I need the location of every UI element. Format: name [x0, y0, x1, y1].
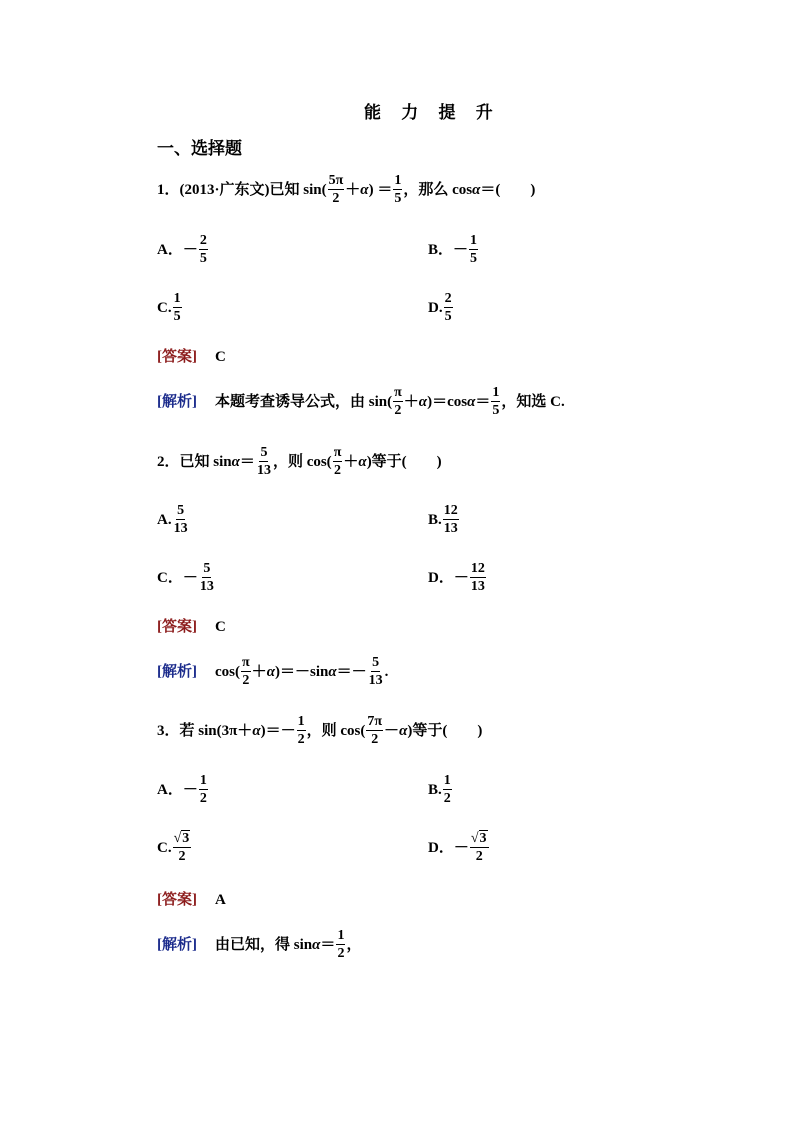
- q3-analysis: [解析] 由已知，得 sinα＝ $\frac{1}{2}$ ，: [157, 928, 362, 961]
- answer-label: [答案]: [157, 349, 197, 365]
- q3-option-b: B. $\frac{1}{2}$: [428, 773, 451, 806]
- analysis-label: [解析]: [157, 936, 197, 953]
- q2-option-c: C．－ $\frac{5}{13}$: [157, 561, 214, 594]
- q1-analysis: [解析] 本题考查诱导公式，由 sin( $\frac{\pi}{2}$ ＋α)＝cosα＝ $\frac{1}{5}$ ，知选 C.: [157, 385, 565, 418]
- q2-option-a: A. $\frac{5}{13}$: [157, 503, 188, 536]
- question-1: 1．(2013·广东文)已知 sin( $\frac{5\pi}{2}$ ＋α) ＝ $\frac{1}{5}$ ，那么 cosα＝( ): [157, 173, 536, 206]
- sqrt-sign: √: [470, 831, 479, 846]
- q2-option-d: D．－ $\frac{12}{13}$: [428, 561, 485, 594]
- q3-option-c: C. $\frac{√3}{2}$: [157, 831, 190, 864]
- analysis-label: [解析]: [157, 393, 197, 410]
- q3-answer: [答案] A: [157, 892, 226, 908]
- page-title: 能 力 提 升: [364, 103, 501, 122]
- q3-option-a: A．－ $\frac{1}{2}$: [157, 773, 207, 806]
- fraction: $\frac{1}{5}$: [394, 173, 402, 206]
- q1-option-a: A．－ $\frac{2}{5}$: [157, 233, 207, 266]
- question-2: 2．已知 sinα＝ $\frac{5}{13}$ ，则 cos( $\frac{\pi}{2}$ ＋α)等于( ): [157, 445, 442, 478]
- fraction: $\frac{5\pi}{2}$: [328, 173, 344, 206]
- section-heading: 一、选择题: [157, 139, 242, 158]
- question-3: 3．若 sin(3π＋α)＝－ $\frac{1}{2}$ ，则 cos( $\frac{7\pi}{2}$ －α)等于( ): [157, 714, 483, 747]
- q1-option-c: C. $\frac{1}{5}$: [157, 291, 181, 324]
- answer-label: [答案]: [157, 619, 197, 635]
- answer-label: [答案]: [157, 892, 197, 908]
- q1-option-d: D. $\frac{2}{5}$: [428, 291, 452, 324]
- analysis-label: [解析]: [157, 663, 197, 680]
- q2-answer: [答案] C: [157, 619, 226, 635]
- q1-answer: [答案] C: [157, 349, 226, 365]
- q1-option-b: B．－ $\frac{1}{5}$: [428, 233, 478, 266]
- q2-option-b: B. $\frac{12}{13}$: [428, 503, 458, 536]
- q2-analysis: [解析] cos( $\frac{\pi}{2}$ ＋α)＝－sinα＝－ $\frac{5}{13}$ .: [157, 655, 389, 688]
- q3-option-d: D．－ $\frac{√3}{2}$: [428, 831, 487, 864]
- sqrt-sign: √: [173, 831, 182, 846]
